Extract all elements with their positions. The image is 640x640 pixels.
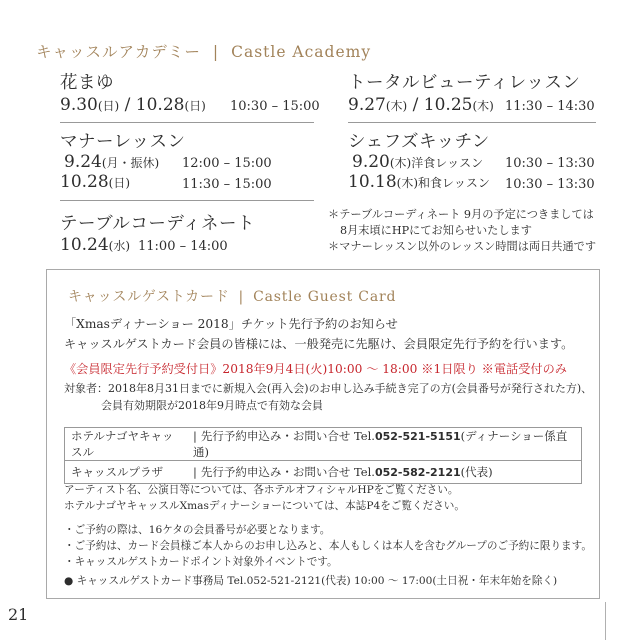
lesson-table-date bbox=[60, 235, 130, 255]
page-number: 21 bbox=[8, 605, 29, 624]
eligibility-text: 会員有効期限が2018年9月時点で有効な会員 bbox=[101, 399, 323, 412]
office-text: キャッスルゲストカード事務局 Tel.052-521-2121(代表) 10:00 〜 17:00(土日祝・年末年始を除く) bbox=[76, 575, 558, 587]
lesson-date: 10.28 bbox=[135, 95, 185, 115]
lesson-flower-name: 花まゆ bbox=[60, 73, 114, 93]
date-slash: / bbox=[124, 95, 131, 115]
divider bbox=[348, 122, 596, 123]
presale-date-highlight: 《会員限定先行予約受付日》2018年9月4日(火)10:00 〜 18:00 ※1日限り ※電話受付のみ bbox=[64, 362, 567, 376]
lesson-kind: 洋食レッスン bbox=[411, 156, 484, 170]
list-item: ・キャッスルゲストカードポイント対象外イベントです。 bbox=[64, 556, 338, 568]
academy-note: ＊マナーレッスン以外のレッスン時間は両日共通です bbox=[328, 240, 597, 253]
lesson-time: 11:30 – 15:00 bbox=[182, 177, 272, 192]
contact-desc: 先行予約申込み・お問い合せ Tel. bbox=[200, 465, 375, 479]
lesson-date: 10.28 bbox=[60, 172, 109, 192]
lesson-chef-row1 bbox=[352, 152, 483, 172]
bullet-dot-icon: ● bbox=[64, 575, 74, 587]
date-slash: / bbox=[412, 95, 419, 115]
lesson-manner-row1 bbox=[64, 152, 159, 172]
lesson-date: 9.20 bbox=[352, 152, 390, 172]
lesson-kind: 和食レッスン bbox=[418, 176, 490, 190]
guest-card-title bbox=[68, 286, 396, 306]
lesson-day: (日) bbox=[184, 99, 206, 113]
academy-note: 8月末頃にHPにてお知らせいたします bbox=[340, 224, 532, 237]
lesson-time: 11:30 – 14:30 bbox=[505, 99, 595, 114]
lesson-day: (木) bbox=[385, 99, 408, 113]
academy-title-ja: キャッスルアカデミー bbox=[36, 43, 201, 61]
contact-separator: | bbox=[193, 429, 197, 443]
contact-desc: 先行予約申込み・お問い合せ Tel. bbox=[200, 429, 375, 443]
lesson-date: 10.24 bbox=[60, 235, 109, 255]
lesson-date: 10.18 bbox=[348, 172, 397, 192]
lesson-manner-row2 bbox=[60, 172, 130, 192]
table-row bbox=[65, 461, 582, 484]
guest-card-intro: キャッスルゲストカード会員の皆様には、一般発売に先駆け、会員限定先行予約を行います。 bbox=[64, 337, 574, 351]
title-separator: | bbox=[212, 43, 220, 61]
lesson-beauty-dates bbox=[348, 95, 494, 115]
lesson-day: (日) bbox=[108, 176, 131, 190]
phone-number[interactable]: 052-521-5151 bbox=[374, 430, 461, 443]
lesson-day: (木) bbox=[389, 156, 412, 170]
list-item: ・ご予約の際は、16ケタの会員番号が必要となります。 bbox=[64, 524, 331, 536]
lesson-time: 12:00 – 15:00 bbox=[182, 156, 272, 171]
lesson-beauty-name: トータルビューティレッスン bbox=[348, 73, 581, 93]
lesson-day: (月・振休) bbox=[101, 156, 160, 170]
info-text: アーティスト名、公演日等については、各ホテルオフィシャルHPをご覧ください。 bbox=[64, 484, 459, 496]
lesson-day: (水) bbox=[108, 239, 131, 253]
lesson-date: 9.30 bbox=[60, 95, 98, 115]
lesson-time: 10:30 – 13:30 bbox=[505, 177, 595, 192]
contact-note: (代表) bbox=[460, 465, 493, 479]
contact-table bbox=[64, 427, 582, 484]
lesson-flower-dates bbox=[60, 95, 206, 115]
contact-hotel: キャッスルプラザ bbox=[65, 461, 188, 484]
table-row bbox=[65, 428, 582, 461]
lesson-date: 10.25 bbox=[423, 95, 473, 115]
academy-section-title bbox=[36, 40, 371, 62]
page-edge-rule bbox=[605, 602, 606, 640]
guest-card-announce: 「Xmasディナーショー 2018」チケット先行予約のお知らせ bbox=[64, 317, 398, 331]
guest-card-title-en: Castle Guest Card bbox=[253, 289, 397, 305]
lesson-table-name: テーブルコーディネート bbox=[60, 214, 256, 234]
lesson-time: 11:00 – 14:00 bbox=[138, 239, 228, 254]
contact-detail bbox=[187, 428, 582, 461]
guest-card-title-ja: キャッスルゲストカード bbox=[68, 289, 230, 305]
list-item: ・ご予約は、カード会員様ご本人からのお申し込みと、本人もしくは本人を含むグループのご予約に限ります。 bbox=[64, 540, 592, 552]
contact-hotel: ホテルナゴヤキャッスル bbox=[65, 428, 188, 461]
lesson-time: 10:30 – 15:00 bbox=[230, 99, 320, 114]
lesson-day: (木) bbox=[472, 99, 494, 113]
title-separator: | bbox=[238, 289, 245, 305]
contact-note: (ディナーショー係直通) bbox=[193, 429, 568, 459]
eligibility-text: 対象者：2018年8月31日までに新規入会(再入会)のお申し込み手続き完了の方(会員番号が発行された方)、 bbox=[64, 382, 593, 395]
academy-note: ＊テーブルコーディネート 9月の予定につきましては bbox=[328, 208, 594, 221]
lesson-chef-row2 bbox=[348, 172, 490, 192]
office-info bbox=[64, 573, 557, 588]
lesson-chef-name: シェフズキッチン bbox=[348, 132, 490, 152]
contact-detail bbox=[187, 461, 582, 484]
academy-title-en: Castle Academy bbox=[231, 43, 372, 61]
lesson-day: (木) bbox=[396, 176, 419, 190]
divider bbox=[60, 122, 314, 123]
info-text: ホテルナゴヤキャッスルXmasディナーショーについては、本誌P4をご覧ください。 bbox=[64, 500, 465, 512]
contact-separator: | bbox=[193, 465, 197, 479]
phone-number[interactable]: 052-582-2121 bbox=[374, 466, 461, 479]
lesson-time: 10:30 – 13:30 bbox=[505, 156, 595, 171]
lesson-date: 9.27 bbox=[348, 95, 386, 115]
lesson-manner-name: マナーレッスン bbox=[60, 132, 186, 152]
divider bbox=[60, 200, 314, 201]
lesson-day: (日) bbox=[97, 99, 120, 113]
lesson-date: 9.24 bbox=[64, 152, 102, 172]
